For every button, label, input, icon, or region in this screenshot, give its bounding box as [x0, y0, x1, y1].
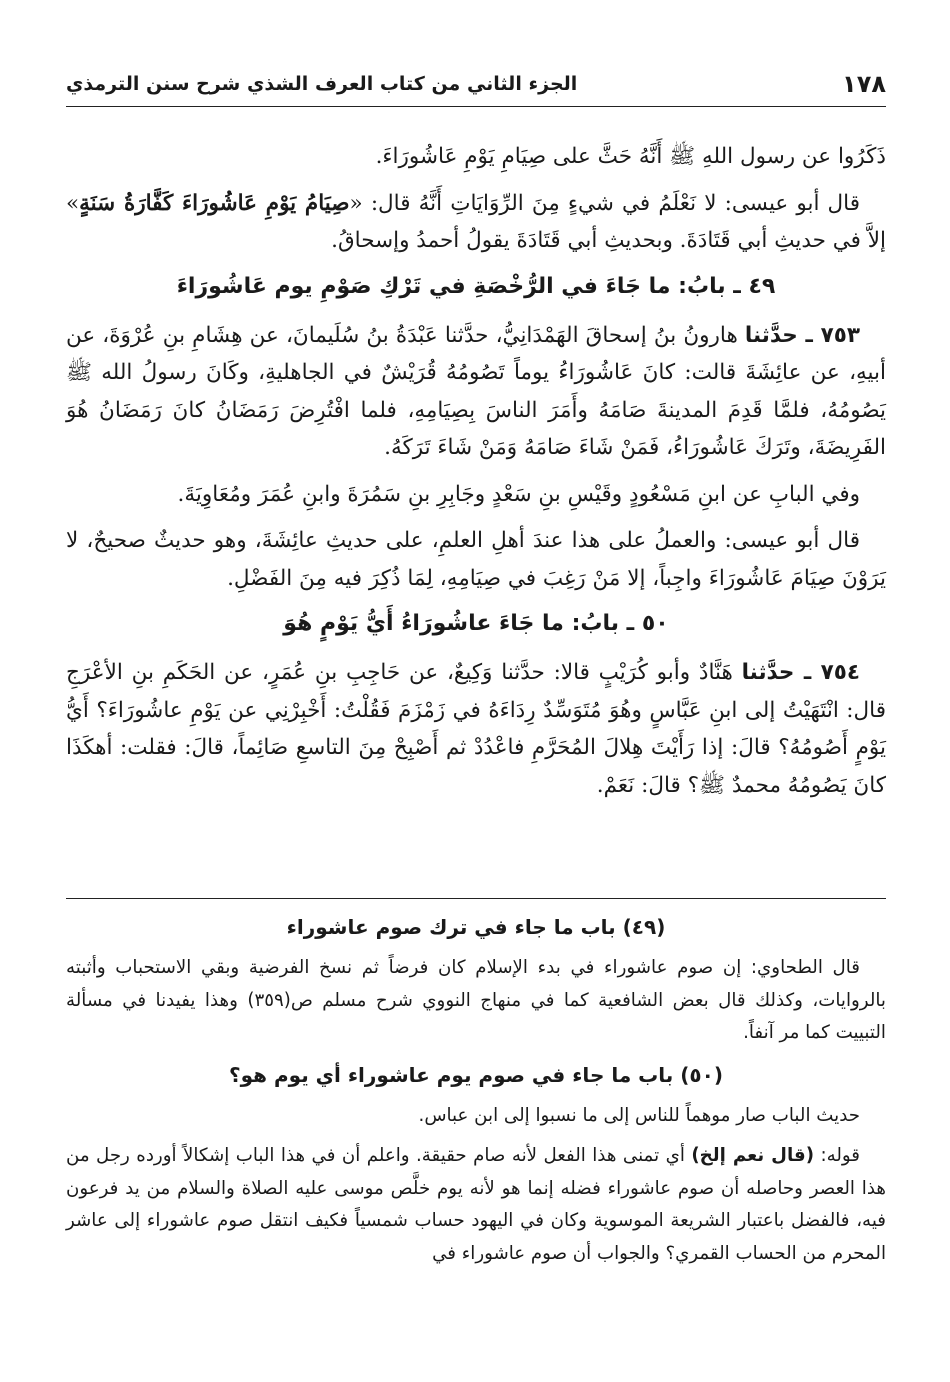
commentary-heading-50: (٥٠) باب ما جاء في صوم يوم عاشوراء أي يوم هو؟: [229, 1062, 723, 1087]
chapter-heading-50: ٥٠ ـ بابُ: ما جَاءَ عاشُورَاءُ أَيُّ يَوْمٍ هُوَ: [283, 611, 669, 636]
quoted-phrase: (قال نعم إلخ): [691, 1145, 815, 1166]
commentary-heading-49: (٤٩) باب ما جاء في ترك صوم عاشوراء: [286, 915, 666, 939]
paragraph-abu-isa-2: قال أبو عيسى: والعملُ على هذا عندَ أهلِ العلمِ، على حديثِ عائِشَةَ، وهو حديثٌ صحيحٌ، لا يَرَوْنَ صِيَامَ عَاشُورَاءَ واجِباً، إلا مَنْ رَغِبَ في صِيَامِهِ، لِمَا ذُكِرَ فيه مِنَ الفَضْلِ.: [66, 528, 886, 591]
commentary-paragraph-2: حديث الباب صار موهماً للناس إلى ما نسبوا إلى ابن عباس.: [418, 1104, 860, 1126]
text-segment: أي تمنى هذا الفعل لأنه صام حقيقة. واعلم أن في هذا الباب إشكالاً أورده رجل من هذا العصر وحاصله أن صوم عاشوراء فضله إنما هو لأنه يوم خلَّص موسى عليه الصلاة والسلام من يد فرعون فيه، فالفضل باعتبار الشريعة الموسوية وكان في اليهود حساب شمسياً فكيف انتقل صوم عاشوراء إلى عاشر المحرم من الحساب القمري؟ والجواب أن صوم عاشوراء في: [66, 1145, 886, 1264]
running-title: الجزء الثاني من كتاب العرف الشذي شرح سنن الترمذي: [66, 73, 578, 95]
commentary-paragraph-1: قال الطحاوي: إن صوم عاشوراء في بدء الإسلام كان فرضاً ثم نسخ الفرضية وبقي الاستحباب وأثبته بالروايات، وكذلك قال بعض الشافعية كما في منهاج النووي شرح مسلم ص(٣٥٩) وهذا يفيدنا في مسألة التبييت كما مر آنفاً.: [66, 957, 886, 1043]
paragraph-intro: ذَكَرُوا عن رسول اللهِ ﷺ أَنَّهُ حَثَّ على صِيَامِ يَوْمِ عَاشُورَاءَ.: [375, 144, 886, 169]
chapter-heading-49: ٤٩ ـ بابُ: ما جَاءَ في الرُّخْصَةِ في تَرْكِ صَوْمِ يوم عَاشُورَاءَ: [176, 273, 776, 299]
quoted-hadith: صِيَامُ يَوْمِ عَاشُورَاءَ كَفَّارَةُ سَنَةٍ: [79, 190, 350, 216]
hadith-754: [66, 654, 886, 804]
hadith-number: ٧٥٤ ـ حدَّثنا: [741, 660, 860, 685]
page-number: ١٧٨: [842, 70, 886, 98]
text-segment: » إلاَّ في حديثِ أبي قَتَادَةَ. وبحديثِ أبي قَتَادَةَ يقولُ أحمدُ وإسحاقُ.: [66, 190, 886, 253]
running-header: [66, 62, 886, 107]
hadith-753: [66, 317, 886, 467]
hadith-text: هارونُ بنُ إسحاقَ الهَمْدَانِيُّ، حدَّثنا عَبْدَةُ بنُ سُلَيمانَ، عن هِشَامِ بنِ عُرْوَةَ، عن أبيهِ، عن عائِشَةَ قالت: كانَ عَاشُورَاءُ يوماً تَصُومُهُ قُرَيْشٌ في الجاهليةِ، وكَانَ رسولُ الله ﷺ يَصُومُهُ، فلمَّا قَدِمَ المدينةَ صَامَهُ وأَمَرَ الناسَ بِصِيَامِهِ، فلما افْتُرِضَ رَمَضَانُ كانَ رَمَضَانُ هُوَ الفَرِيضَةَ، وتَرَكَ عَاشُورَاءُ، فَمَنْ شَاءَ صَامَهُ وَمَنْ شَاءَ تَرَكَهُ.: [66, 322, 886, 460]
hadith-number: ٧٥٣ ـ حدَّثنا: [744, 322, 860, 348]
commentary-section: [66, 910, 886, 1278]
hadith-text: هَنَّادٌ وأبو كُرَيْبٍ قالا: حدَّثنا وَكِيعٌ، عن حَاجِبِ بنِ عُمَرٍ، عن الحَكَمِ بنِ الأعْرَجِ قال: انْتَهَيْتُ إلى ابنِ عَبَّاسٍ وهُوَ مُتَوَسِّدٌ رِدَاءَهُ في زَمْزَمَ فَقُلْتُ: أَخْبِرْنِي عن يَوْمِ عاشُورَاءَ؟ أَيُّ يَوْمٍ أَصُومُهُ؟ قالَ: إذا رَأَيْتَ هِلالَ المُحَرَّمِ فاعْدُدْ ثم أَصْبِحْ مِنَ التاسعِ صَائِماً، قالَ: فقلت: أهكَذَا كانَ يَصُومُهُ محمدٌ ﷺ؟ قالَ: نَعَمْ.: [66, 660, 886, 798]
commentary-divider: [66, 898, 886, 899]
paragraph-fil-bab: وفي البابِ عن ابنِ مَسْعُودٍ وقَيْسِ بنِ سَعْدٍ وجَابِرِ بنِ سَمُرَةَ وابنِ عُمَرَ ومُعَاوِيَةَ.: [177, 481, 860, 507]
paragraph-abu-isa-1: [66, 185, 886, 260]
main-text: [66, 138, 886, 813]
text-segment: قال أبو عيسى: لا نَعْلَمُ في شيءٍ مِنَ الرِّوَايَاتِ أَنَّهُ قال: «: [349, 190, 860, 216]
text-segment: قوله:: [814, 1145, 860, 1166]
commentary-paragraph-3: [66, 1140, 886, 1270]
